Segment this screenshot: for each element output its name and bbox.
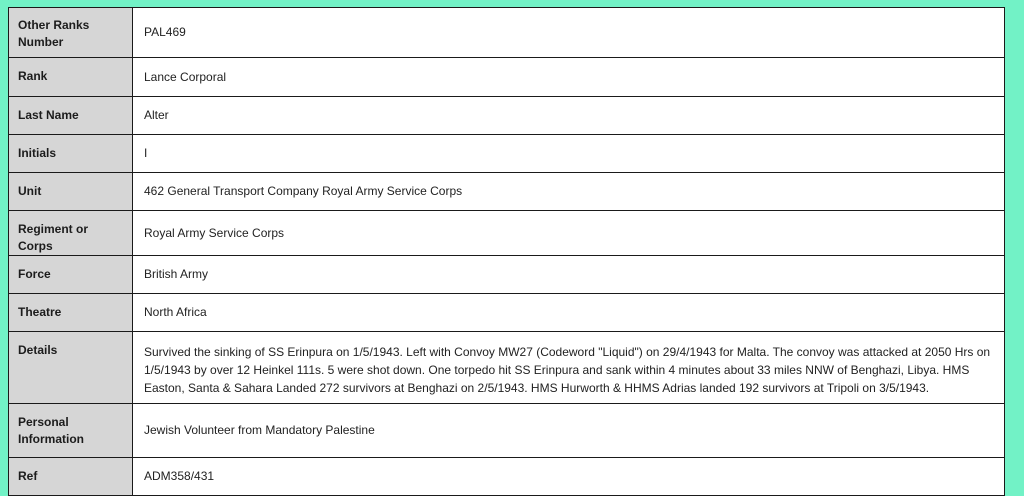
row-details [9, 332, 1005, 404]
value-force: British Army [133, 256, 1005, 294]
label-last-name: Last Name [9, 97, 133, 135]
label-details: Details [9, 332, 133, 404]
value-rank: Lance Corporal [133, 58, 1005, 97]
label-ref: Ref [9, 458, 133, 496]
record-table [8, 7, 1005, 496]
row-theatre [9, 294, 1005, 332]
label-regiment-or-corps: Regiment or Corps [9, 211, 133, 256]
row-personal-information [9, 404, 1005, 458]
row-last-name [9, 97, 1005, 135]
value-personal-information: Jewish Volunteer from Mandatory Palestine [133, 404, 1005, 458]
label-force: Force [9, 256, 133, 294]
label-unit: Unit [9, 173, 133, 211]
label-theatre: Theatre [9, 294, 133, 332]
row-initials [9, 135, 1005, 173]
row-rank [9, 58, 1005, 97]
row-other-ranks-number [9, 8, 1005, 58]
label-other-ranks-number: Other Ranks Number [9, 8, 133, 58]
label-personal-information: Personal Information [9, 404, 133, 458]
value-regiment-or-corps: Royal Army Service Corps [133, 211, 1005, 256]
row-unit [9, 173, 1005, 211]
value-last-name: Alter [133, 97, 1005, 135]
value-details: Survived the sinking of SS Erinpura on 1/5/1943. Left with Convoy MW27 (Codeword "Liquid") on 29/4/1943 for Malta. The convoy was attacked at 2050 Hrs on 1/5/1943 by over 12 Heinkel 111s. 5 were shot down. One torpedo hit SS Erinpura and sank within 4 minutes about 33 miles NNW of Benghazi, Libya. HMS Easton, Santa & Sahara Landed 272 survivors at Benghazi on 2/5/1943. HMS Hurworth & HHMS Adrias landed 192 survivors at Tripoli on 3/5/1943. [133, 332, 1005, 404]
value-ref: ADM358/431 [133, 458, 1005, 496]
row-force [9, 256, 1005, 294]
row-ref [9, 458, 1005, 496]
value-theatre: North Africa [133, 294, 1005, 332]
row-regiment-or-corps [9, 211, 1005, 256]
value-initials: I [133, 135, 1005, 173]
label-rank: Rank [9, 58, 133, 97]
label-initials: Initials [9, 135, 133, 173]
value-other-ranks-number: PAL469 [133, 8, 1005, 58]
value-unit: 462 General Transport Company Royal Army Service Corps [133, 173, 1005, 211]
